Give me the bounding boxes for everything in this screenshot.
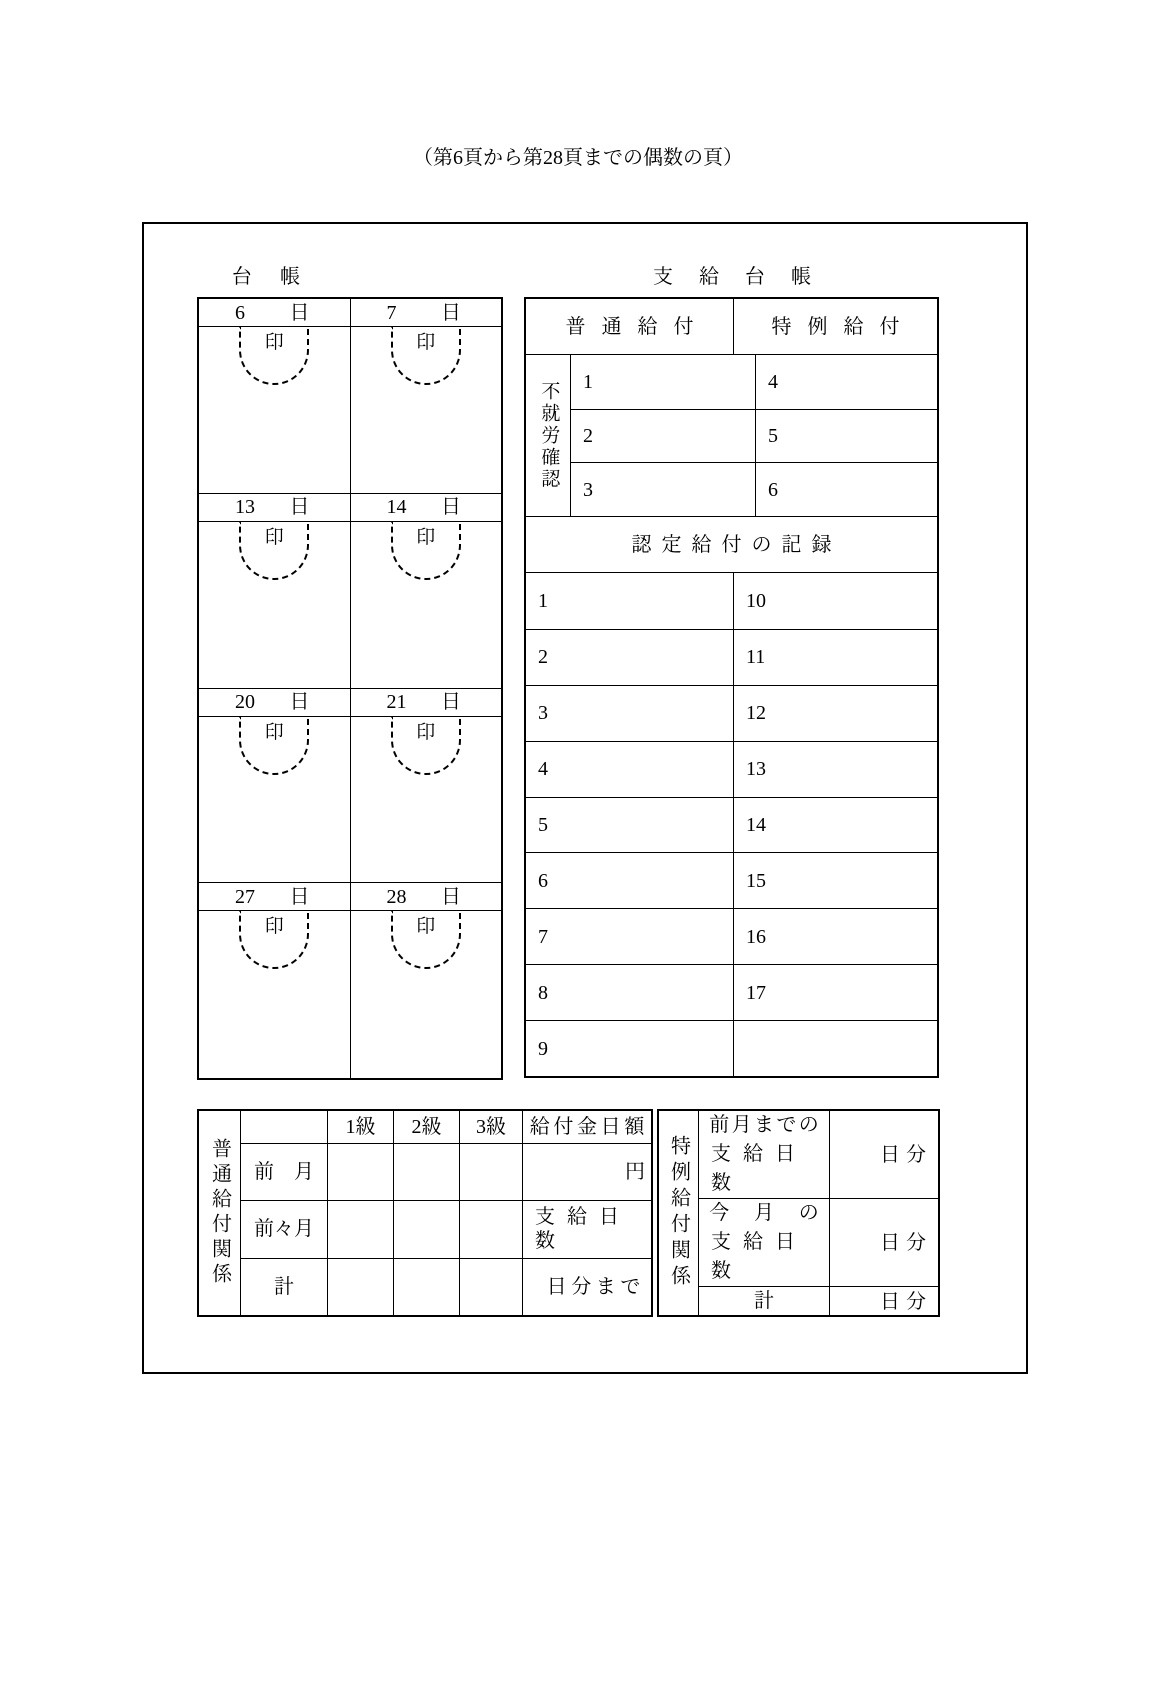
days-worth-until-cell: 日分まで — [522, 1258, 651, 1315]
total-grade2-cell — [393, 1258, 459, 1315]
record-cell-5: 5 — [526, 797, 733, 853]
prev-month-grade3-cell — [459, 1143, 522, 1200]
paid-days-until-prev-month-value: 日分 — [829, 1111, 938, 1198]
date-header-day6 — [199, 299, 350, 327]
record-cell-2: 2 — [526, 629, 733, 685]
stamp-cell-day6 — [199, 327, 350, 494]
seal-placeholder-mark — [239, 522, 309, 580]
stamp-ledger-table — [197, 297, 503, 1080]
date-header-day7 — [351, 299, 502, 327]
label-line-1: 前月までの — [709, 1114, 822, 1136]
date-suffix: 日 — [289, 496, 310, 519]
record-cell-4: 4 — [526, 741, 733, 797]
date-number: 21 — [386, 691, 407, 713]
payment-days-header-cell — [522, 1200, 651, 1257]
seal-label: 印 — [416, 526, 436, 548]
stamp-cell-day13 — [199, 522, 350, 689]
paid-days-until-prev-month-label — [699, 1111, 829, 1198]
record-cell-3: 3 — [526, 685, 733, 741]
stamp-ledger-left-column — [199, 299, 350, 1078]
record-cell-1: 1 — [538, 589, 548, 612]
ordinary-benefit-header — [526, 299, 733, 354]
grade3-header: 3級 — [459, 1111, 522, 1143]
record-cell-7: 7 — [526, 908, 733, 964]
grade1-header: 1級 — [327, 1111, 393, 1143]
special-benefit-header — [733, 299, 937, 354]
special-benefits-table — [657, 1109, 940, 1317]
special-benefits-grid — [699, 1111, 938, 1315]
date-suffix: 日 — [441, 496, 461, 519]
ordinary-benefit-label: 普通給付 — [565, 315, 710, 338]
seal-label: 印 — [416, 721, 436, 743]
corner-empty-cell — [241, 1111, 327, 1143]
payment-header-row — [526, 299, 937, 355]
record-cell-13: 13 — [733, 741, 937, 797]
stamp-ledger-right-column — [350, 299, 502, 1078]
seal-label: 印 — [264, 721, 284, 743]
date-suffix: 日 — [441, 691, 461, 713]
date-number: 13 — [235, 496, 255, 519]
total-grade1-cell — [327, 1258, 393, 1315]
record-cell-16: 16 — [733, 908, 937, 964]
prev-month-grade2-cell — [393, 1143, 459, 1200]
date-header-day14 — [351, 494, 502, 522]
daily-amount-header-label: 給付金日額 — [529, 1116, 648, 1138]
stamp-cell-day20 — [199, 717, 350, 884]
record-cell-10: 10 — [733, 573, 937, 629]
date-header-day27 — [199, 883, 350, 911]
prev-month-grade1-cell — [327, 1143, 393, 1200]
date-suffix: 日 — [441, 885, 461, 908]
total-grade3-cell — [459, 1258, 522, 1315]
date-number: 27 — [235, 885, 255, 908]
stamp-cell-day21 — [351, 717, 502, 884]
month-before-last-grade3-cell — [459, 1200, 522, 1257]
record-cell-11: 11 — [733, 629, 937, 685]
certified-benefit-record-title: 認定給付の記録 — [631, 533, 842, 556]
special-benefits-vertical-label: 特例給付関係 — [659, 1111, 699, 1315]
page-title: （第6頁から第28頁までの偶数の頁） — [413, 147, 743, 169]
certified-benefit-record-grid — [526, 573, 937, 1076]
label-line-1: 今 月 の — [709, 1202, 822, 1224]
label-line-2: 支給日数 — [711, 1143, 807, 1194]
work-check-section — [526, 355, 937, 517]
special-total-row-label — [699, 1286, 829, 1316]
ordinary-benefits-vertical-label: 普通給付関係 — [199, 1111, 241, 1315]
month-before-last-grade1-cell — [327, 1200, 393, 1257]
seal-label: 印 — [264, 526, 284, 548]
seal-placeholder-mark — [391, 717, 461, 775]
stamp-cell-day14 — [351, 522, 502, 689]
total-row-label: 計 — [241, 1258, 327, 1315]
special-total-value: 日分 — [829, 1286, 938, 1316]
record-cell-6: 6 — [526, 852, 733, 908]
paid-days-this-month-label — [699, 1198, 829, 1286]
date-suffix: 日 — [289, 691, 310, 713]
seal-placeholder-mark — [391, 911, 461, 969]
seal-label: 印 — [416, 916, 436, 938]
label-line-1: 計 — [754, 1290, 774, 1312]
stamp-cell-day27 — [199, 911, 350, 1078]
record-cell-empty — [733, 1020, 937, 1076]
label-line-2: 支給日数 — [711, 1231, 807, 1282]
date-suffix: 日 — [441, 301, 461, 324]
date-number: 7 — [386, 301, 397, 324]
date-suffix: 日 — [289, 885, 310, 908]
seal-placeholder-mark — [239, 327, 309, 385]
record-cell-14: 14 — [733, 797, 937, 853]
record-cell-12: 12 — [733, 685, 937, 741]
stamp-cell-day7 — [351, 327, 502, 494]
work-check-cell-3: 3 — [571, 462, 755, 516]
date-suffix: 日 — [289, 301, 310, 324]
date-header-day21 — [351, 689, 502, 717]
date-header-day13 — [199, 494, 350, 522]
month-before-last-grade2-cell — [393, 1200, 459, 1257]
ordinary-benefits-table — [197, 1109, 653, 1317]
paid-days-this-month-value: 日分 — [829, 1198, 938, 1286]
seal-placeholder-mark — [391, 522, 461, 580]
work-check-cell-6: 6 — [755, 462, 937, 516]
date-number: 28 — [386, 885, 407, 908]
prev-month-row-label: 前 月 — [241, 1143, 327, 1200]
record-cell-17: 17 — [733, 964, 937, 1020]
seal-placeholder-mark — [239, 911, 309, 969]
certified-benefit-record-header — [526, 517, 937, 573]
month-before-last-row-label: 前々月 — [241, 1200, 327, 1257]
record-cell-8: 8 — [526, 964, 733, 1020]
record-cell-9: 9 — [526, 1020, 733, 1076]
date-header-day20 — [199, 689, 350, 717]
work-check-grid — [571, 355, 937, 516]
payment-days-label: 支給日数 — [535, 1206, 631, 1253]
seal-placeholder-mark — [391, 327, 461, 385]
daily-amount-header — [522, 1111, 651, 1143]
date-header-day28 — [351, 883, 502, 911]
work-check-cell-5: 5 — [755, 409, 937, 463]
record-cell-15: 15 — [733, 852, 937, 908]
special-benefit-label: 特例給付 — [771, 315, 916, 338]
date-number: 6 — [235, 301, 245, 324]
seal-placeholder-mark — [239, 717, 309, 775]
seal-label: 印 — [264, 332, 284, 353]
work-check-vertical-label: 不就労確認 — [526, 355, 571, 516]
yen-unit-cell: 円 — [522, 1143, 651, 1200]
ledger-section-title: 台帳 — [232, 266, 328, 288]
work-check-cell-4: 4 — [755, 355, 937, 409]
payment-ledger-section-title: 支給台帳 — [653, 266, 837, 288]
stamp-cell-day28 — [351, 911, 502, 1078]
grade2-header: 2級 — [393, 1111, 459, 1143]
payment-ledger-table — [524, 297, 939, 1078]
ordinary-benefits-grid — [241, 1111, 651, 1315]
date-number: 20 — [235, 691, 255, 713]
seal-label: 印 — [264, 916, 284, 938]
date-number: 14 — [386, 496, 407, 519]
work-check-cell-1: 1 — [583, 370, 593, 393]
seal-label: 印 — [416, 332, 436, 353]
work-check-cell-2: 2 — [571, 409, 755, 463]
